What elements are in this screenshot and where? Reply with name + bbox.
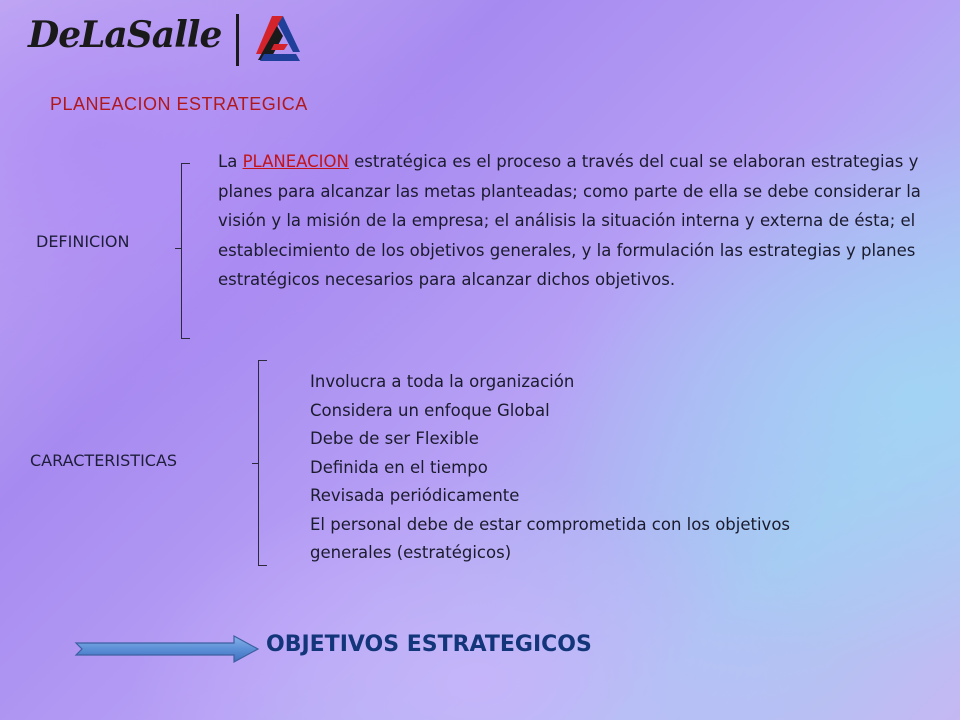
caracteristicas-list (310, 368, 830, 568)
caracteristica-item: Involucra a toda la organización (310, 372, 575, 391)
logo-divider (236, 14, 239, 66)
definicion-label: DEFINICION (36, 232, 130, 251)
page-title: PLANEACION ESTRATEGICA (50, 94, 308, 114)
definicion-bracket (181, 163, 182, 339)
caracteristica-item: Debe de ser Flexible (310, 429, 479, 448)
delasalle-triangle-logo-icon (250, 14, 302, 64)
delasalle-logo (28, 10, 308, 68)
caracteristica-item: El personal debe de estar comprometida con los objetivos generales (estratégicos) (310, 514, 791, 562)
right-arrow-icon (74, 634, 260, 664)
caracteristica-item: Revisada periódicamente (310, 486, 520, 505)
definicion-text (218, 147, 926, 295)
caracteristica-item: Definida en el tiempo (310, 457, 488, 477)
caracteristicas-label: CARACTERISTICAS (30, 451, 178, 470)
caracteristica-item: Considera un enfoque Global (310, 400, 550, 420)
caracteristicas-bracket (258, 360, 259, 566)
planeacion-link[interactable]: PLANEACION (242, 152, 349, 171)
definicion-text-after: estratégica es el proceso a través del cual se elaboran estrategias y planes para alcanzar las metas planteadas; como parte de ella se debe considerar la visión y la misión de la empresa; el análisis la situación interna y externa de ésta; el establecimiento de los objetivos generales, y la formulación las estrategias y planes estratégicos necesarios para alcanzar dichos objetivos. (218, 152, 921, 289)
objetivos-estrategicos-heading[interactable]: OBJETIVOS ESTRATEGICOS (266, 632, 592, 657)
definicion-text-before: La (218, 152, 243, 171)
logo-wordmark: DeLaSalle (28, 14, 222, 56)
